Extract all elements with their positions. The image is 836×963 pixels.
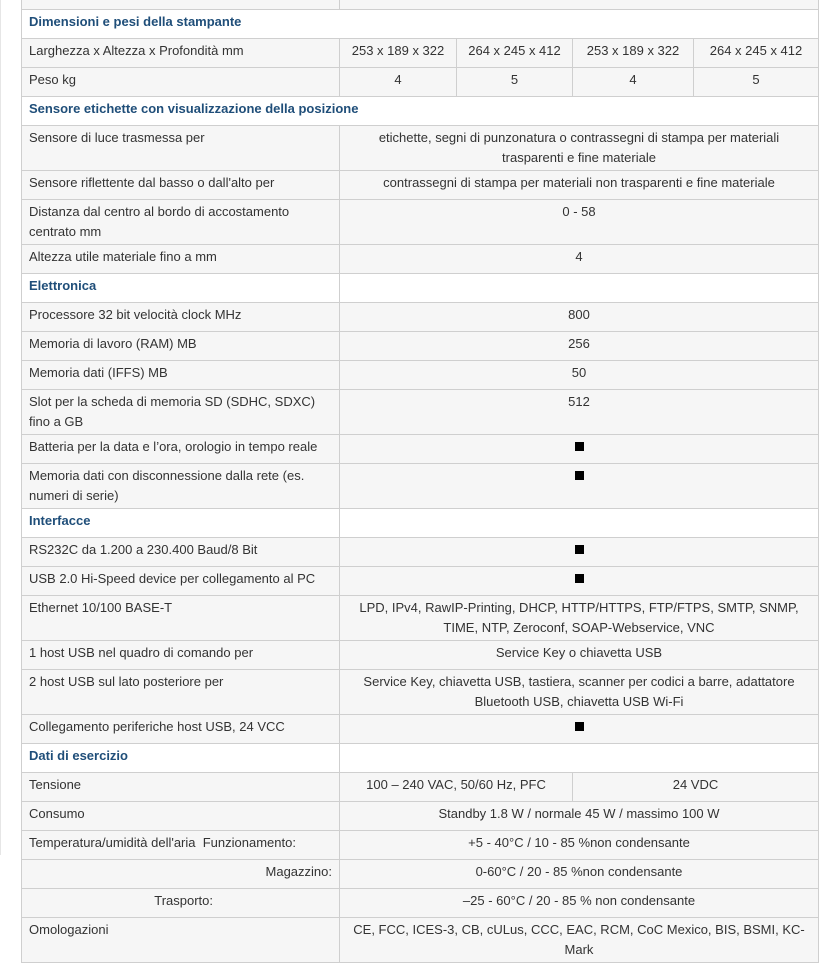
row-value: 50 xyxy=(340,361,819,390)
table-row xyxy=(22,303,819,332)
row-value: 4 xyxy=(340,68,457,97)
table-row xyxy=(22,889,819,918)
row-value: 5 xyxy=(457,68,573,97)
section-title-label-sensor: Sensore etichette con visualizzazione della posizione xyxy=(22,97,819,126)
table-row xyxy=(22,332,819,361)
table-row xyxy=(22,918,819,963)
row-label: 2 host USB sul lato posteriore per xyxy=(22,670,340,715)
row-value xyxy=(340,435,819,464)
section-header xyxy=(22,744,819,773)
table-row xyxy=(22,39,819,68)
row-value: Service Key o chiavetta USB xyxy=(340,641,819,670)
feature-included-icon xyxy=(575,442,584,451)
feature-included-icon xyxy=(575,574,584,583)
table-row xyxy=(22,538,819,567)
table-row xyxy=(22,171,819,200)
row-label: Memoria di lavoro (RAM) MB xyxy=(22,332,340,361)
row-label: Magazzino: xyxy=(22,860,340,889)
row-label: RS232C da 1.200 a 230.400 Baud/8 Bit xyxy=(22,538,340,567)
row-label: Omologazioni xyxy=(22,918,340,963)
row-value: 0 - 58 xyxy=(340,200,819,245)
feature-included-icon xyxy=(575,722,584,731)
table-row xyxy=(22,773,819,802)
section-header xyxy=(22,10,819,39)
row-value: 264 x 245 x 412 xyxy=(694,39,819,68)
section-header-empty xyxy=(340,509,819,538)
section-header xyxy=(22,97,819,126)
table-row xyxy=(22,567,819,596)
row-label: Peso kg xyxy=(22,68,340,97)
table-row xyxy=(22,715,819,744)
row-value xyxy=(340,715,819,744)
section-header-empty xyxy=(340,274,819,303)
row-value: etichette, segni di punzonatura o contrassegni di stampa per materiali trasparenti e fine materiale xyxy=(340,126,819,171)
row-value: 0-60°C / 20 - 85 %non condensante xyxy=(340,860,819,889)
row-value: contrassegni di stampa per materiali non trasparenti e fine materiale xyxy=(340,171,819,200)
row-label: Trasporto: xyxy=(22,889,340,918)
row-value: 100 – 240 VAC, 50/60 Hz, PFC xyxy=(340,773,573,802)
row-value xyxy=(340,538,819,567)
table-row xyxy=(22,670,819,715)
row-label: Sensore riflettente dal basso o dall'alto per xyxy=(22,171,340,200)
spec-table xyxy=(21,0,819,963)
row-value xyxy=(340,464,819,509)
page-edge xyxy=(0,0,1,855)
section-header xyxy=(22,509,819,538)
row-label: Tensione xyxy=(22,773,340,802)
table-row-top-partial xyxy=(22,0,819,10)
table-row xyxy=(22,390,819,435)
section-header-empty xyxy=(340,744,819,773)
row-value: CE, FCC, ICES-3, CB, cULus, CCC, EAC, RCM, CoC Mexico, BIS, BSMI, KC-Mark xyxy=(340,918,819,963)
table-row xyxy=(22,200,819,245)
row-label: USB 2.0 Hi-Speed device per collegamento al PC xyxy=(22,567,340,596)
row-label: Altezza utile materiale fino a mm xyxy=(22,245,340,274)
row-value: 24 VDC xyxy=(573,773,819,802)
row-label: Slot per la scheda di memoria SD (SDHC, SDXC) fino a GB xyxy=(22,390,340,435)
table-row xyxy=(22,860,819,889)
table-row xyxy=(22,464,819,509)
section-title-interfaces: Interfacce xyxy=(22,509,340,538)
row-value xyxy=(340,567,819,596)
row-label: Collegamento periferiche host USB, 24 VCC xyxy=(22,715,340,744)
row-value: 800 xyxy=(340,303,819,332)
row-value: Standby 1.8 W / normale 45 W / massimo 100 W xyxy=(340,802,819,831)
table-row xyxy=(22,126,819,171)
row-label: Larghezza x Altezza x Profondità mm xyxy=(22,39,340,68)
row-label: Processore 32 bit velocità clock MHz xyxy=(22,303,340,332)
row-label: Temperatura/umidità dell'aria Funzionamento: xyxy=(22,831,340,860)
table-row xyxy=(22,831,819,860)
row-value: 4 xyxy=(573,68,694,97)
row-value: 5 xyxy=(694,68,819,97)
row-value: 253 x 189 x 322 xyxy=(340,39,457,68)
section-title-electronics: Elettronica xyxy=(22,274,340,303)
row-label: 1 host USB nel quadro di comando per xyxy=(22,641,340,670)
table-row xyxy=(22,641,819,670)
row-value: 253 x 189 x 322 xyxy=(573,39,694,68)
row-label: Distanza dal centro al bordo di accostamento centrato mm xyxy=(22,200,340,245)
row-value: –25 - 60°C / 20 - 85 % non condensante xyxy=(340,889,819,918)
row-label: Consumo xyxy=(22,802,340,831)
row-label: Ethernet 10/100 BASE-T xyxy=(22,596,340,641)
row-value: LPD, IPv4, RawIP-Printing, DHCP, HTTP/HTTPS, FTP/FTPS, SMTP, SNMP, TIME, NTP, Zeroconf, SOAP-Webservice, VNC xyxy=(340,596,819,641)
row-label: Batteria per la data e l’ora, orologio in tempo reale xyxy=(22,435,340,464)
section-title-operating-data: Dati di esercizio xyxy=(22,744,340,773)
section-header xyxy=(22,274,819,303)
table-row xyxy=(22,361,819,390)
row-value: 264 x 245 x 412 xyxy=(457,39,573,68)
row-value: +5 - 40°C / 10 - 85 %non condensante xyxy=(340,831,819,860)
row-value: 512 xyxy=(340,390,819,435)
row-label: Memoria dati (IFFS) MB xyxy=(22,361,340,390)
table-row xyxy=(22,802,819,831)
row-value: 256 xyxy=(340,332,819,361)
row-value: Service Key, chiavetta USB, tastiera, scanner per codici a barre, adattatore Bluetooth USB, chiavetta USB Wi-Fi xyxy=(340,670,819,715)
table-row xyxy=(22,68,819,97)
table-row xyxy=(22,596,819,641)
feature-included-icon xyxy=(575,471,584,480)
row-value: 4 xyxy=(340,245,819,274)
feature-included-icon xyxy=(575,545,584,554)
row-label: Sensore di luce trasmessa per xyxy=(22,126,340,171)
table-row xyxy=(22,245,819,274)
section-title-dimensions: Dimensioni e pesi della stampante xyxy=(22,10,819,39)
table-row xyxy=(22,435,819,464)
row-label: Memoria dati con disconnessione dalla rete (es. numeri di serie) xyxy=(22,464,340,509)
